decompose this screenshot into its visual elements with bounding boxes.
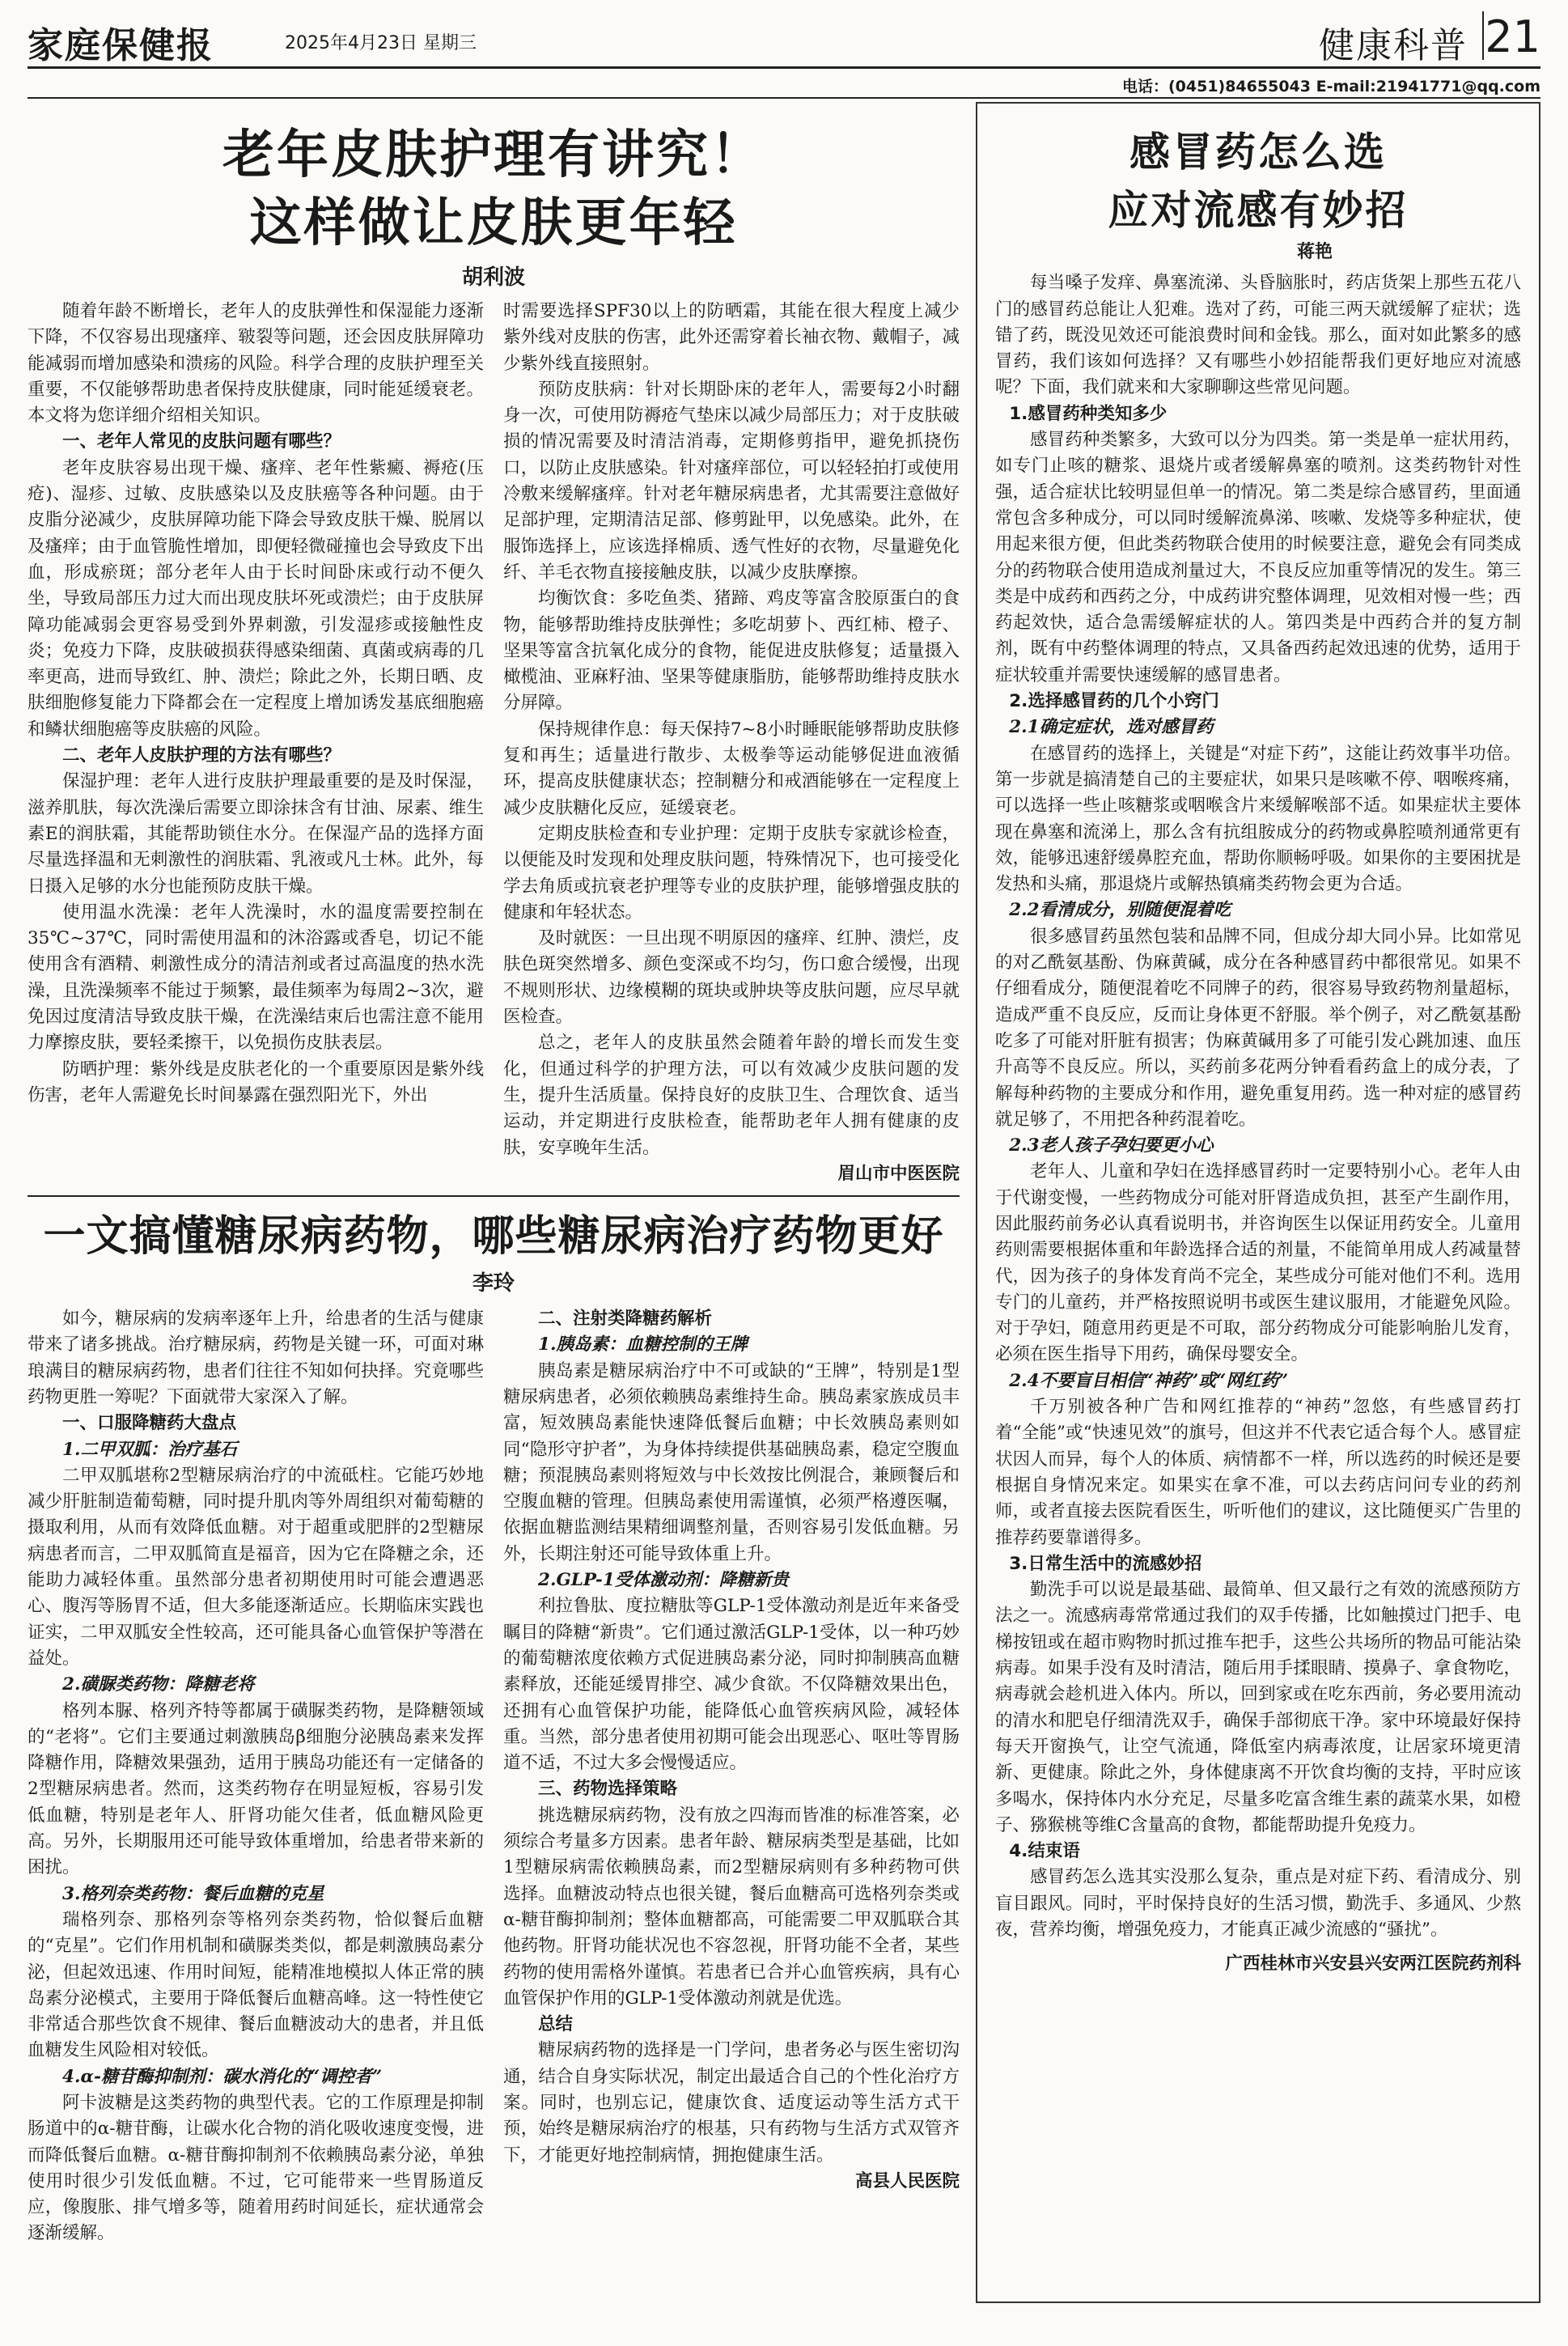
article-title-line1: 老年皮肤护理有讲究！ [222,125,765,185]
paragraph: 时需要选择SPF30以上的防晒霜，其能在很大程度上减少紫外线对皮肤的伤害，此外还需穿着长袖衣物、戴帽子，减少紫外线直接照射。 [503,301,960,374]
body-column-1 [28,299,484,1187]
paragraph: 老年人、儿童和孕妇在选择感冒药时一定要特别小心。老年人由于代谢变慢，一些药物成分可能对肝肾造成负担，甚至产生副作用，因此服药前务必认真看说明书，并咨询医生以保证用药安全。儿童用药则需要根据体重和年龄选择合适的剂量，不能简单用成人药减量替代，因为孩子的身体发育尚不完全，某些成分可能对他们不利。选用专门的儿童药，并严格按照说明书或医生建议服用，才能避免风险。对于孕妇，随意用药更是不可取，部分药物成分可能影响胎儿发育，必须在医生指导下用药，确保母婴安全。 [995,1161,1521,1365]
paragraph: 千万别被各种广告和网红推荐的“神药”忽悠，有些感冒药打着“全能”或“快速见效”的旗号，但这并不代表它适合每个人。感冒症状因人而异，每个人的体质、病情都不一样，所以选药的时候还是要根据自身情况来定。如果实在拿不准，可以去药店问问专业的药剂师，或者直接去医院看医生，听听他们的建议，这比随便买广告里的推荐药要靠谱得多。 [995,1397,1521,1548]
subsection-heading: 2.1确定症状，选对感冒药 [1009,717,1214,738]
paragraph: 如今，糖尿病的发病率逐年上升，给患者的生活与健康带来了诸多挑战。治疗糖尿病，药物是关键一环，可面对琳琅满目的糖尿病药物，患者们往往不知如何抉择。究竟哪些药物更胜一筹呢？下面就带大家深入了解。 [28,1309,484,1407]
section-heading: 4.结束语 [1009,1841,1080,1862]
paragraph: 防晒护理：紫外线是皮肤老化的一个重要原因是紫外线伤害，老年人需避免长时间暴露在强烈阳光下，外出 [28,1058,484,1105]
section-heading: 二、注射类降糖药解析 [538,1309,713,1330]
paragraph: 利拉鲁肽、度拉糖肽等GLP-1受体激动剂是近年来备受瞩目的降糖“新贵”。它们通过激活GLP-1受体，以一种巧妙的葡萄糖浓度依赖方式促进胰岛素分泌，同时抑制胰高血糖素释放，还能延缓胃排空、减少食欲。不仅降糖效果出色，还拥有心血管保护功能，能降低心血管疾病风险，减轻体重。当然，部分患者使用初期可能会出现恶心、呕吐等胃肠道不适，不过大多会慢慢适应。 [503,1596,960,1774]
article-skin-care [28,104,960,1187]
paragraph: 很多感冒药虽然包装和品牌不同，但成分却大同小异。比如常见的对乙酰氨基酚、伪麻黄碱，成分在各种感冒药中都很常见。如果不仔细看成分，随便混着吃不同牌子的药，很容易导致药物剂量超标，造成严重不良反应，反而让身体更不舒服。举个例子，对乙酰氨基酚吃多了可能对肝脏有损害；伪麻黄碱用多了可能引发心跳加速、血压升高等不良反应。所以，买药前多花两分钟看看药盒上的成分表，了解每种药物的主要成分和作用，避免重复用药。选一种对症的感冒药就足够了，不用把各种药混着吃。 [995,926,1521,1130]
paragraph: 胰岛素是糖尿病治疗中不可或缺的“王牌”，特别是1型糖尿病患者，必须依赖胰岛素维持生命。胰岛素家族成员丰富，短效胰岛素能快速降低餐后血糖；中长效胰岛素则如同“隐形守护者”，为身体持续提供基础胰岛素，稳定空腹血糖；预混胰岛素则将短效与中长效按比例混合，兼顾餐后和空腹血糖的管理。但胰岛素使用需谨慎，必须严格遵医嘱，依据血糖监测结果精细调整剂量，否则容易引发低血糖。另外，长期注射还可能导致体重上升。 [503,1360,960,1564]
article-body [995,270,1521,1977]
subsection-heading: 2.磺脲类药物：降糖老将 [62,1674,255,1695]
article-body [28,1306,960,2247]
paragraph: 勤洗手可以说是最基础、最简单、但又最行之有效的流感预防方法之一。流感病毒常常通过我们的双手传播，比如触摸过门把手、电梯按钮或在超市购物时抓过推车把手，这些公共场所的物品可能沾染病毒。如果手没有及时清洁，随后用手揉眼睛、摸鼻子、拿食物吃，病毒就会趁机进入体内。所以，回到家或在吃东西前，务必要用流动的清水和肥皂仔细清洗双手，确保手部彻底干净。家中环境最好保持每天开窗换气，让空气流通，降低室内病毒浓度，让居家环境更清新、更健康。除此之外，身体健康离不开饮食均衡的支持，平时应该多喝水，保持体内水分充足，尽量多吃富含维生素的蔬菜水果，如橙子、猕猴桃等维C含量高的食物，都能帮助提升免疫力。 [995,1580,1521,1835]
section-heading: 2.选择感冒药的几个小窍门 [1009,691,1219,712]
section-heading: 3.日常生活中的流感妙招 [1009,1553,1202,1574]
subsection-heading: 2.4不要盲目相信“神药”或“网红药” [1009,1370,1289,1391]
contact-line: 电话：(0451)84655043 E-mail:21941771@qq.com [1121,78,1540,95]
byline-institution: 广西桂林市兴安县兴安两江医院药剂科 [1225,1954,1521,1975]
article-body [28,299,960,1187]
issue-date: 2025年4月23日 星期三 [285,33,477,53]
article-title: 一文搞懂糖尿病药物，哪些糖尿病治疗药物更好 [43,1211,944,1262]
subsection-heading: 1.二甲双胍：治疗基石 [62,1439,237,1460]
section-heading: 一、老年人常见的皮肤问题有哪些？ [62,431,341,452]
article-diabetes [28,1207,960,2247]
paragraph: 定期皮肤检查和专业护理：定期于皮肤专家就诊检查，以便能及时发现和处理皮肤问题，特殊情况下，也可接受化学去角质或抗衰老护理等专业的皮肤护理，能够增强皮肤的健康和年轻状态。 [503,823,960,923]
paragraph: 格列本脲、格列齐特等都属于磺脲类药物，是降糖领域的“老将”。它们主要通过刺激胰岛β细胞分泌胰岛素来发挥降糖作用，降糖效果强劲，适用于胰岛功能还有一定储备的2型糖尿病患者。然而，这类药物存在明显短板，容易引发低血糖，特别是老年人、肝肾功能欠佳者，低血糖风险更高。另外，长期服用还可能导致体重增加，给患者带来新的困扰。 [28,1700,484,1878]
left-column [28,104,960,2247]
body-column-2 [503,299,960,1187]
paragraph: 每当嗓子发痒、鼻塞流涕、头昏脑胀时，药店货架上那些五花八门的感冒药总能让人犯难。选对了药，可能三两天就缓解了症状；选错了药，既没见效还可能浪费时间和金钱。那么，面对如此繁多的感冒药，我们该如何选择？又有哪些小妙招能帮我们更好地应对流感呢？下面，我们就来和大家聊聊这些常见问题。 [995,273,1521,398]
byline-institution: 眉山市中医医院 [837,1163,960,1184]
article-divider [28,1195,960,1197]
section-heading: 三、药物选择策略 [538,1779,678,1800]
paragraph: 随着年龄不断增长，老年人的皮肤弹性和保湿能力逐渐下降，不仅容易出现瘙痒、皲裂等问题，还会因皮肤屏障功能减弱而增加感染和溃疡的风险。科学合理的皮肤护理至关重要，不仅能够帮助患者保持皮肤健康，同时能延缓衰老。本文将为您详细介绍相关知识。 [28,301,484,426]
paragraph: 老年皮肤容易出现干燥、瘙痒、老年性紫癜、褥疮(压疮)、湿疹、过敏、皮肤感染以及皮肤癌等各种问题。由于皮脂分泌减少，皮肤屏障功能下降会导致皮肤干燥、脱屑以及瘙痒；由于血管脆性增加，即便轻微碰撞也会导致皮下出血，形成瘀斑；部分老年人由于长时间卧床或行动不便久坐，导致局部压力过大而出现皮肤坏死或溃烂；由于皮肤屏障功能减弱会更容易受到外界刺激，引发湿疹或接触性皮炎；免疫力下降，皮肤破损获得感染细菌、真菌或病毒的几率更高，进而导致红、肿、溃烂；除此之外，长期日晒、皮肤细胞修复能力下降都会在一定程度上增加诱发基底细胞癌和鳞状细胞癌等皮肤癌的风险。 [28,457,484,740]
paragraph: 感冒药怎么选其实没那么复杂，重点是对症下药、看清成分、别盲目跟风。同时，平时保持良好的生活习惯，勤洗手、多通风、少熬夜，营养均衡，增强免疫力，才能真正减少流感的“骚扰”。 [995,1867,1521,1940]
paragraph: 在感冒药的选择上，关键是“对症下药”，这能让药效事半功倍。第一步就是搞清楚自己的主要症状，如果只是咳嗽不停、咽喉疼痛，可以选择一些止咳糖浆或咽喉含片来缓解喉部不适。如果症状主要体现在鼻塞和流涕上，那么含有抗组胺成分的药物或鼻腔喷剂通常更有效，能够迅速舒缓鼻腔充血，帮助你顺畅呼吸。如果你的主要困扰是发热和头痛，那退烧片或解热镇痛类药物会更为合适。 [995,743,1521,895]
subsection-heading: 3.格列奈类药物：餐后血糖的克星 [62,1883,324,1904]
paragraph: 预防皮肤病：针对长期卧床的老年人，需要每2小时翻身一次，可使用防褥疮气垫床以减少局部压力；对于皮肤破损的情况需要及时清洁消毒，定期修剪指甲，避免抓挠伤口，以防止皮肤感染。针对瘙痒部位，可以轻轻拍打或使用冷敷来缓解瘙痒。针对老年糖尿病患者，尤其需要注意做好足部护理，定期清洁足部、修剪趾甲，以免感染。此外，在服饰选择上，应该选择棉质、透气性好的衣物，尽量避免化纤、羊毛衣物直接接触皮肤，以减少皮肤摩擦。 [503,379,960,583]
paragraph: 感冒药种类繁多，大致可以分为四类。第一类是单一症状用药，如专门止咳的糖浆、退烧片或者缓解鼻塞的喷剂。这类药物针对性强，适合症状比较明显但单一的情况。第二类是综合感冒药，里面通常包含多种成分，可以同时缓解流鼻涕、咳嗽、发烧等多种症状，使用起来很方便，但此类药物联合使用的时候要注意，避免会有同类成分的药物联合使用造成剂量过大，不良反应加重等情况的发生。第三类是中成药和西药之分，中成药讲究整体调理，见效相对慢一些；西药起效快，适合急需缓解症状的人。第四类是中西药合并的复方制剂，既有中药整体调理的特点，又具备西药起效迅速的优势，适用于症状较重并需要快速缓解的感冒患者。 [995,430,1521,685]
byline-institution: 高县人民医院 [854,2170,960,2191]
page-number: 21 [1485,11,1540,62]
masthead-rule [28,66,1540,69]
body-column-2 [503,1306,960,2247]
paragraph: 阿卡波糖是这类药物的典型代表。它的工作原理是抑制肠道中的α-糖苷酶，让碳水化合物的消化吸收速度变慢，进而降低餐后血糖。α-糖苷酶抑制剂不依赖胰岛素分泌，单独使用时很少引发低血糖。不过，它可能带来一些胃肠道反应，像腹胀、排气增多等，随着用药时间延长，症状通常会逐渐缓解。 [28,2093,484,2244]
paragraph: 二甲双胍堪称2型糖尿病治疗的中流砥柱。它能巧妙地减少肝脏制造葡萄糖，同时提升肌肉等外周组织对葡萄糖的摄取利用，从而有效降低血糖。对于超重或肥胖的2型糖尿病患者而言，二甲双胍简直是福音，因为它在降糖之余，还能助力减轻体重。虽然部分患者初期使用时可能会遭遇恶心、腹泻等肠胃不适，但大多能逐渐适应。长期临床实践也证实，二甲双胍安全性较高，还可能具备心血管保护等潜在益处。 [28,1465,484,1669]
article-author: 蒋艳 [1296,242,1333,262]
body-column-1 [28,1306,484,2247]
article-cold-medicine [976,102,1540,2303]
masthead-divider [1482,11,1484,60]
paragraph: 瑞格列奈、那格列奈等格列奈类药物，恰似餐后血糖的“克星”。它们作用机制和磺脲类类似，都是刺激胰岛素分泌，但起效迅速、作用时间短，能精准地模拟人体正常的胰岛素分泌模式，主要用于降低餐后血糖高峰。这一特性使它非常适合那些饮食不规律、餐后血糖波动大的患者，并且低血糖发生风险相对较低。 [28,1909,484,2061]
section-heading: 一、口服降糖药大盘点 [62,1413,237,1434]
paragraph: 糖尿病药物的选择是一门学问，患者务必与医生密切沟通，结合自身实际状况，制定出最适合自己的个性化治疗方案。同时，也别忘记，健康饮食、适度运动等生活方式干预，始终是糖尿病治疗的根基，只有药物与生活方式双管齐下，才能更好地控制病情，拥抱健康生活。 [503,2040,960,2166]
subsection-heading: 2.3老人孩子孕妇要更小心 [1009,1135,1214,1156]
article-title-line1: 感冒药怎么选 [1129,128,1387,176]
article-author: 李玲 [472,1271,515,1296]
section-heading: 1.感冒药种类知多少 [1009,403,1168,424]
paper-name: 家庭保健报 [28,25,214,66]
paragraph: 总之，老年人的皮肤虽然会随着年龄的增长而发生变化，但通过科学的护理方法，可以有效减少皮肤问题的发生，提升生活质量。保持良好的皮肤卫生、合理饮食、适当运动，并定期进行皮肤检查，能帮助老年人拥有健康的皮肤，安享晚年生活。 [503,1033,960,1158]
article-title-line2: 这样做让皮肤更年轻 [249,193,738,253]
paragraph: 及时就医：一旦出现不明原因的瘙痒、红肿、溃烂，皮肤色斑突然增多、颜色变深或不均匀，伤口愈合缓慢，出现不规则形状、边缘模糊的斑块或肿块等皮肤问题，应尽早就医检查。 [503,928,960,1028]
article-title-line2: 应对流感有妙招 [1108,186,1409,234]
subsection-heading: 2.GLP-1受体激动剂：降糖新贵 [538,1570,789,1591]
header-rule [28,97,1540,99]
subsection-heading: 4.α-糖苷酶抑制剂：碳水消化的“调控者” [62,2066,383,2087]
masthead [28,11,1540,66]
paragraph: 均衡饮食：多吃鱼类、猪蹄、鸡皮等富含胶原蛋白的食物，能够帮助维持皮肤弹性；多吃胡萝卜、西红柿、橙子、坚果等富含抗氧化成分的食物，能促进皮肤修复；适量摄入橄榄油、亚麻籽油、坚果等健康脂肪，能够帮助维持皮肤水分屏障。 [503,588,960,714]
paragraph: 使用温水洗澡：老年人洗澡时，水的温度需要控制在35℃~37℃，同时需使用温和的沐浴露或香皂，切记不能使用含有酒精、刺激性成分的清洁剂或者过高温度的热水洗澡，且洗澡频率不能过于频繁，最佳频率为每周2~3次，避免因过度清洁导致皮肤干燥，在洗澡结束后也需注意不能用力摩擦皮肤，要轻柔擦干，以免损伤皮肤表层。 [28,901,484,1054]
paragraph: 保持规律作息：每天保持7~8小时睡眠能够帮助皮肤修复和再生；适量进行散步、太极拳等运动能够促进血液循环，提高皮肤健康状态；控制糖分和戒酒能够在一定程度上减少皮肤糖化反应，延缓衰老。 [503,719,960,818]
section-heading: 总结 [538,2014,574,2035]
article-author: 胡利波 [461,265,525,290]
subsection-heading: 2.2看清成分，别随便混着吃 [1009,900,1231,921]
subsection-heading: 1.胰岛素：血糖控制的王牌 [538,1334,748,1355]
section-heading: 二、老年人皮肤护理的方法有哪些？ [62,745,341,766]
section-name: 健康科普 [1319,25,1468,66]
paragraph: 保湿护理：老年人进行皮肤护理最重要的是及时保湿，滋养肌肤，每次洗澡后需要立即涂抹含有甘油、尿素、维生素E的润肤霜，其能帮助锁住水分。在保湿产品的选择方面尽量选择温和无刺激性的润肤霜、乳液或凡士林。此外，每日摄入足够的水分也能预防皮肤干燥。 [28,771,484,897]
paragraph: 挑选糖尿病药物，没有放之四海而皆准的标准答案，必须综合考量多方因素。患者年龄、糖尿病类型是基础，比如1型糖尿病需依赖胰岛素，而2型糖尿病则有多种药物可供选择。血糖波动特点也很关键，餐后血糖高可选格列奈类或α-糖苷酶抑制剂；整体血糖都高，可能需要二甲双胍联合其他药物。肝肾功能状况也不容忽视，肝肾功能不全者，某些药物的使用需格外谨慎。若患者已合并心血管疾病，具有心血管保护作用的GLP-1受体激动剂就是优选。 [503,1805,960,2009]
